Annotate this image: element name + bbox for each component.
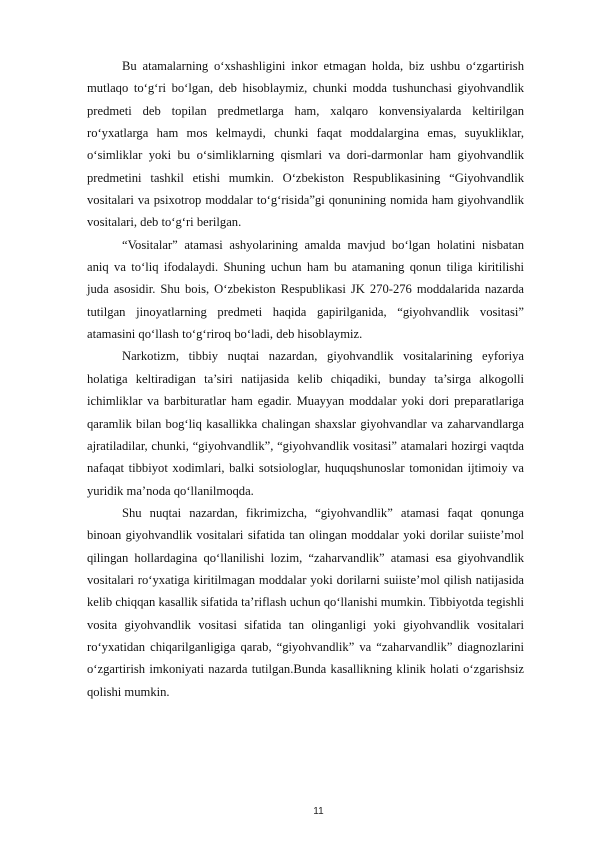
paragraph-3: Narkotizm, tibbiy nuqtai nazardan, giyohvandlik vositalarining eyforiya holatiga keltiradigan ta’siri natijasida kelib chiqadiki, bunday ta’sirga alkogolli ichimliklar va barbituratlar ham egadir. Muayyan moddalar yoki dori preparatlariga qaramlik bilan bog‘liq kasallikka chalingan shaxslar giyohvandlar va zaharvandlarga ajratiladilar, chunki, “giyohvandlik”, “giyohvandlik vositasi” atamalari hozirgi vaqtda nafaqat tibbiyot xodimlari, balki sotsiologlar, huquqshunoslar tomonidan ijtimoiy va yuridik ma’noda qo‘llanilmoqda. — [87, 349, 524, 498]
paragraph-2: “Vositalar” atamasi ashyolarining amalda mavjud bo‘lgan holatini nisbatan aniq va to‘liq ifodalaydi. Shuning uchun ham bu atamaning qonun tiliga kiritilishi juda asosidir. Shu bois, O‘zbekiston Respublikasi JK 270-276 moddalarida nazarda tutilgan jinoyatlarning predmeti haqida gapirilganida, “giyohvandlik vositasi” atamasini qo‘llash to‘g‘riroq bo‘ladi, deb hisoblaymiz. — [87, 237, 524, 342]
body-text — [87, 55, 524, 703]
paragraph-1: Bu atamalarning o‘xshashligini inkor etmagan holda, biz ushbu o‘zgartirish mutlaqo to‘g‘ri bo‘lgan, deb hisoblaymiz, chunki modda tushunchasi giyohvandlik predmeti deb topilan predmetlarga ham, xalqaro konvensiyalarda keltirilgan ro‘yxatlarga ham mos kelmaydi, chunki faqat moddalargina emas, suyukliklar, o‘simliklar yoki bu o‘simliklarning qismlari va dori-darmonlar ham giyohvandlik predmetini tashkil etishi mumkin. O‘zbekiston Respublikasining “Giyohvandlik vositalari va psixotrop moddalar to‘g‘risida”gi qonunining nomida ham giyohvandlik vositalari, deb to‘g‘ri berilgan. — [87, 59, 524, 230]
paragraph-4: Shu nuqtai nazardan, fikrimizcha, “giyohvandlik” atamasi faqat qonunga binoan giyohvandlik vositalari sifatida tan olingan moddalar yoki dorilar suiiste’mol qilingan hollardagina qo‘llanilishi lozim, “zaharvandlik” atamasi esa giyohvandlik vositalari ro‘yxatiga kiritilmagan moddalar yoki dorilarni suiiste’mol qilish natijasida kelib chiqqan kasallik sifatida ta’riflash uchun qo‘llanishi mumkin. Tibbiyotda tegishli vosita giyohvandlik vositasi sifatida tan olinganligi yoki giyohvandlik vositalari ro‘yxatidan chiqarilganligiga qarab, “giyohvandlik” va “zaharvandlik” diagnozlarini o‘zgartirish imkoniyati nazarda tutilgan.Bunda kasallikning klinik holati o‘zgarishsiz qolishi mumkin. — [87, 505, 524, 699]
page-number: 11 — [313, 806, 324, 817]
